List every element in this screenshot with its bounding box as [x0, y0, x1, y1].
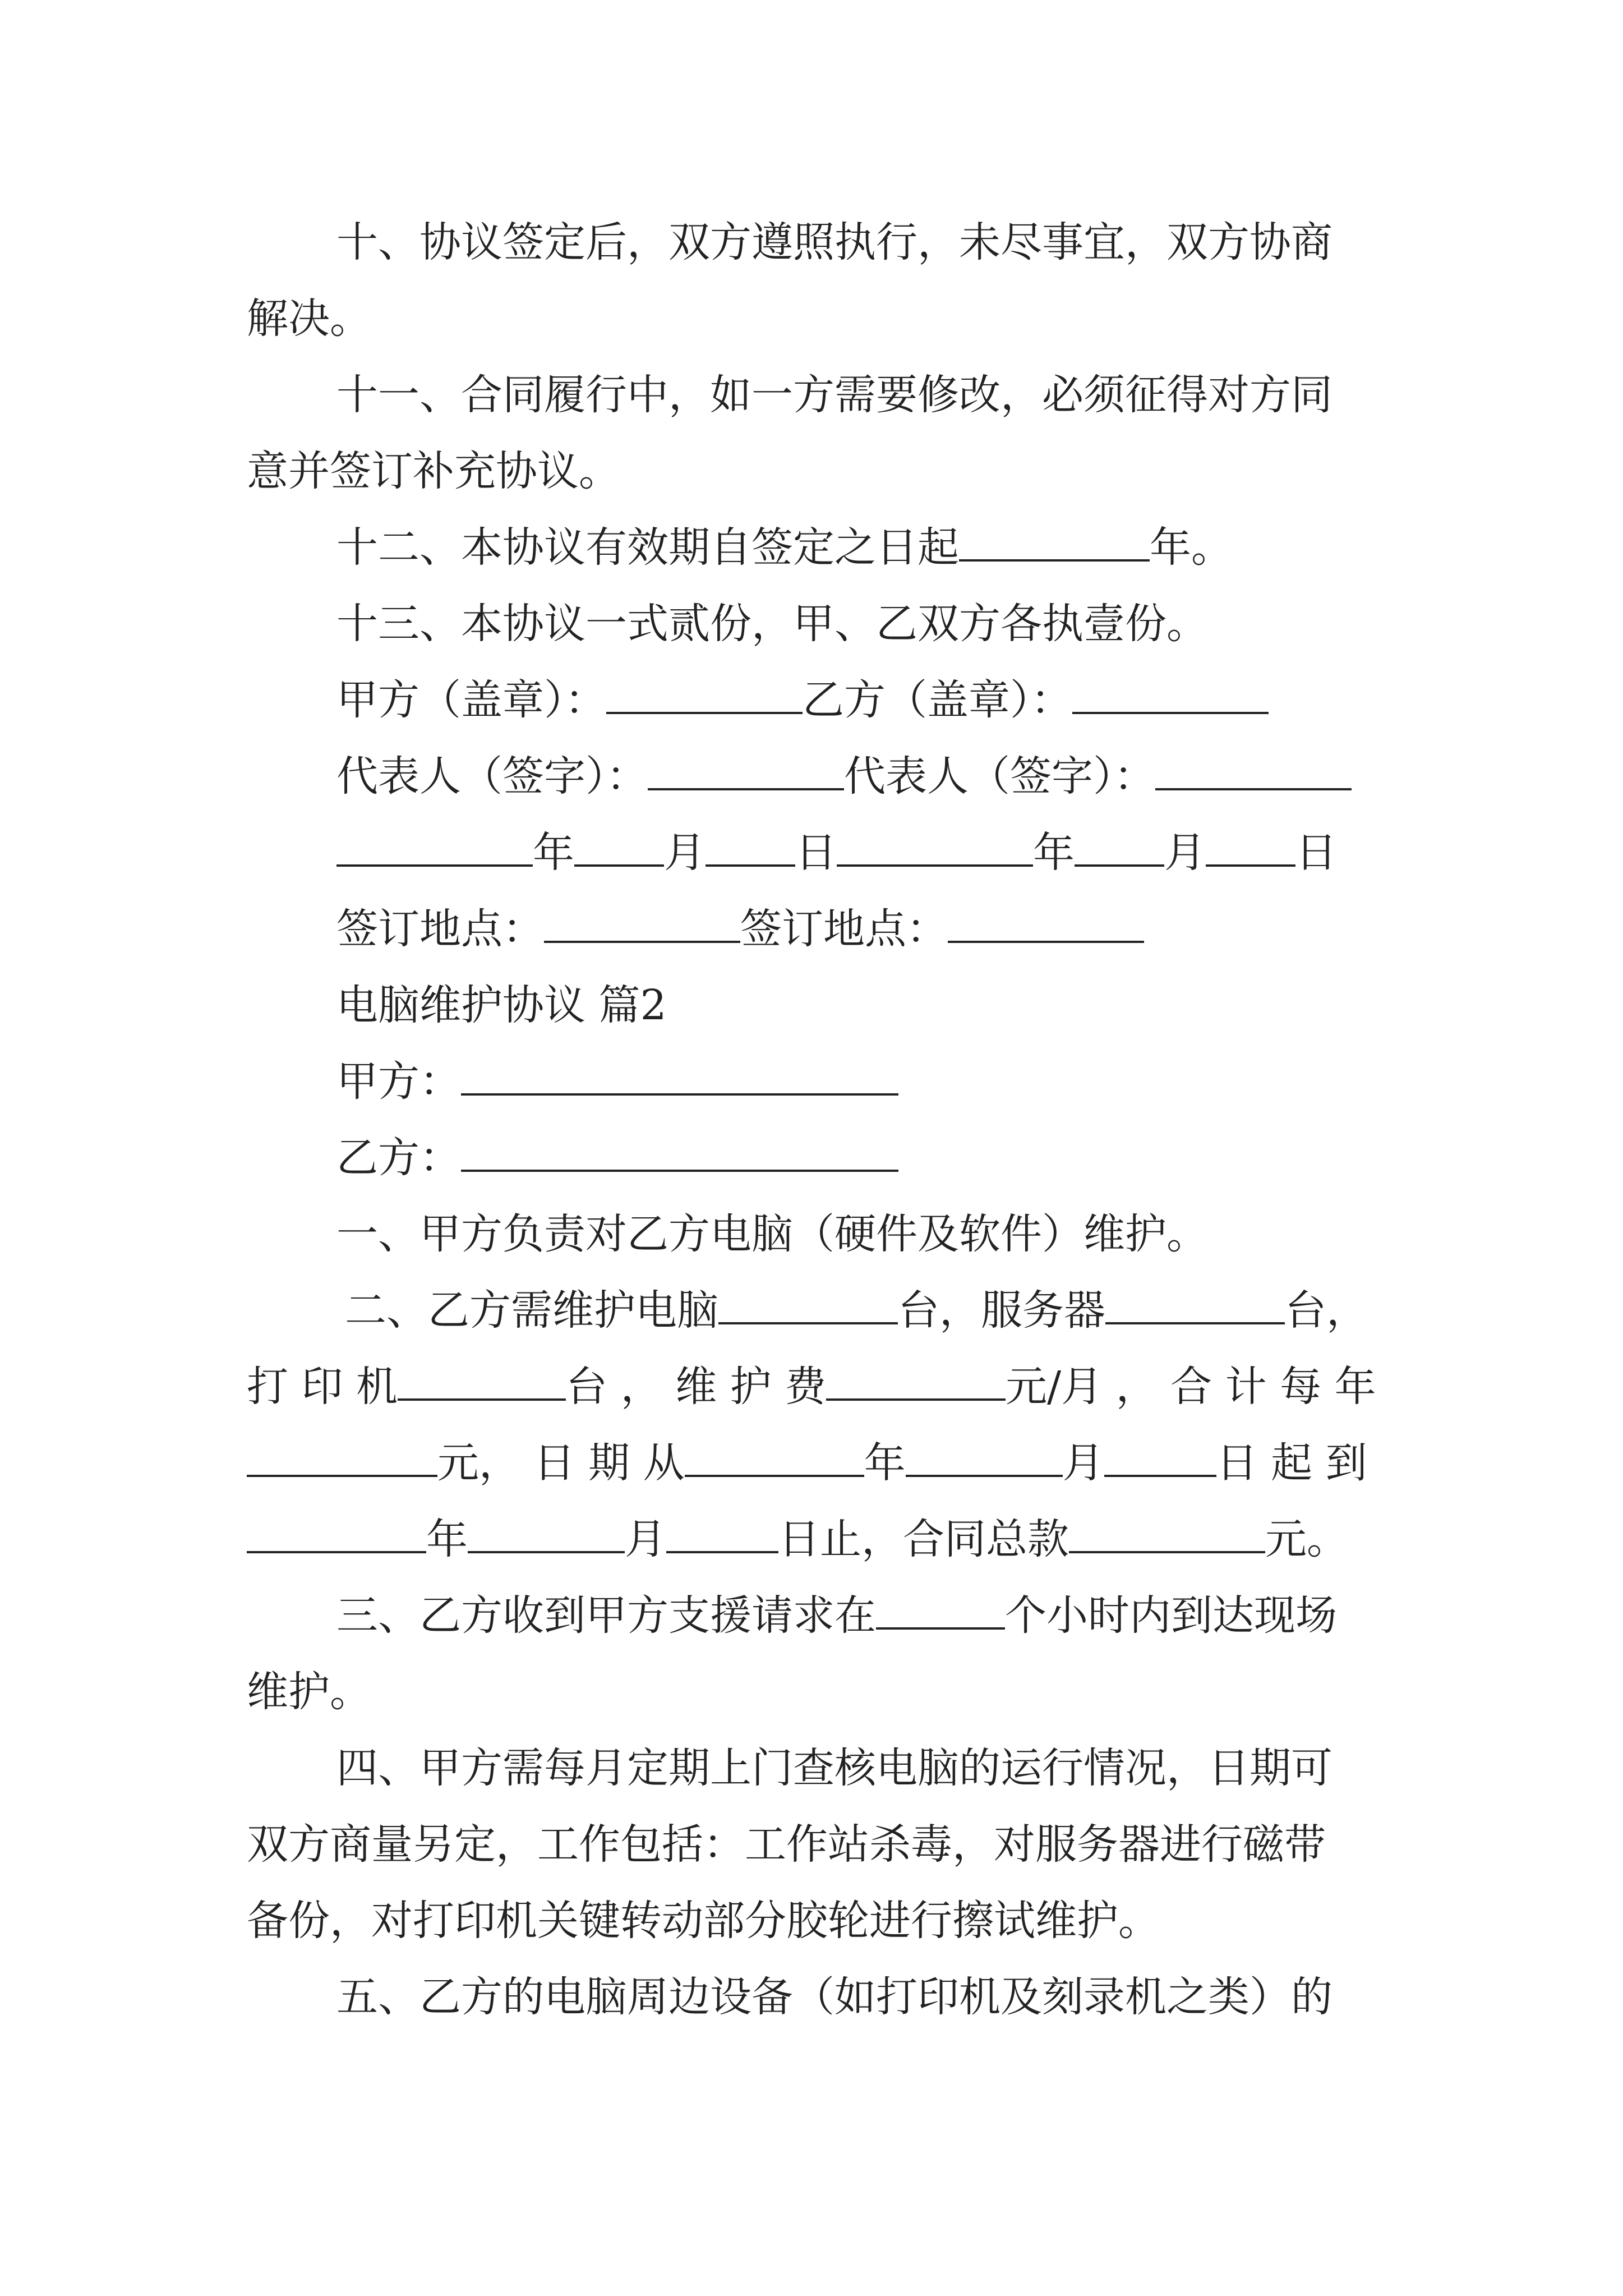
clause-two-line2: 打 印 机 台 ， 维 护 费 元/月 ， 合 计 每 年 — [247, 1359, 1376, 1415]
party-b-seal-blank[interactable] — [1072, 673, 1269, 714]
start-year-blank[interactable] — [685, 1435, 864, 1477]
paragraph-eleven-line2: 意并签订补充协议。 — [247, 447, 620, 495]
clause-one: 一、甲方负责对乙方电脑（硬件及软件）维护。 — [336, 1210, 1208, 1258]
end-day-blank[interactable] — [666, 1512, 778, 1553]
start-month-blank[interactable] — [906, 1435, 1063, 1477]
clause-five-line1: 五、乙方的电脑周边设备（如打印机及刻录机之类）的 — [336, 1973, 1332, 2021]
paragraph-eleven-line1: 十一、合同履行中，如一方需要修改，必须征得对方同 — [336, 371, 1332, 419]
monthly-fee-blank[interactable] — [826, 1359, 1006, 1401]
date-day-a-blank[interactable] — [706, 825, 795, 867]
clause-four-line3: 备份，对打印机关键转动部分胶轮进行擦试维护。 — [247, 1897, 1160, 1945]
date-month-b-blank[interactable] — [1075, 825, 1164, 867]
party-b-line: 乙方： — [336, 1130, 898, 1186]
computer-count-blank[interactable] — [718, 1283, 898, 1324]
printer-count-blank[interactable] — [398, 1359, 566, 1401]
clause-three-line2: 维护。 — [247, 1668, 371, 1716]
paragraph-ten-line1: 十、协议签定后，双方遵照执行，未尽事宜，双方协商 — [336, 218, 1332, 266]
date-line: 年 月 日 年 月 日 — [336, 825, 1337, 881]
party-a-rep-blank[interactable] — [648, 749, 844, 790]
validity-years-blank[interactable] — [959, 520, 1150, 562]
clause-four-line2: 双方商量另定，工作包括：工作站杀毒，对服务器进行磁带 — [247, 1820, 1326, 1869]
paragraph-ten-line2: 解决。 — [247, 295, 371, 343]
date-month-a-blank[interactable] — [574, 825, 664, 867]
party-a-name-blank[interactable] — [461, 1054, 898, 1096]
party-b-rep-blank[interactable] — [1155, 749, 1352, 790]
annual-total-blank[interactable] — [247, 1435, 437, 1477]
seal-line: 甲方（盖章）： 乙方（盖章）： — [336, 672, 1269, 728]
party-b-place-blank[interactable] — [948, 901, 1144, 943]
party-a-seal-blank[interactable] — [606, 673, 803, 714]
clause-two-line3: 元， 日 期 从 年 月 日 起 到 — [247, 1435, 1367, 1491]
date-year-b-blank[interactable] — [837, 825, 1033, 867]
paragraph-thirteen: 十三、本协议一式贰份，甲、乙双方各执壹份。 — [336, 600, 1208, 648]
end-month-blank[interactable] — [468, 1512, 625, 1553]
clause-three-line1: 三、乙方收到甲方支援请求在 个小时内到达现场 — [336, 1588, 1337, 1644]
section-title: 电脑维护协议 篇2 — [336, 981, 667, 1029]
date-day-b-blank[interactable] — [1206, 825, 1295, 867]
end-year-blank[interactable] — [247, 1512, 426, 1553]
party-a-line: 甲方： — [336, 1053, 898, 1110]
response-hours-blank[interactable] — [876, 1588, 1005, 1630]
party-b-name-blank[interactable] — [461, 1130, 898, 1172]
party-a-place-blank[interactable] — [544, 901, 740, 943]
clause-two-line4: 年 月 日止，合同总款 元。 — [247, 1511, 1348, 1567]
paragraph-twelve: 十二、本协议有效期自签定之日起 年。 — [336, 519, 1233, 576]
signing-place-line: 签订地点： 签订地点： — [336, 901, 1144, 957]
contract-total-blank[interactable] — [1069, 1512, 1265, 1553]
clause-four-line1: 四、甲方需每月定期上门查核电脑的运行情况，日期可 — [336, 1744, 1332, 1792]
date-year-a-blank[interactable] — [336, 825, 533, 867]
representative-line: 代表人（签字）： 代表人（签字）： — [336, 748, 1352, 804]
server-count-blank[interactable] — [1105, 1283, 1285, 1324]
clause-two-line1: 二、乙方需维护电脑 台，服务器 台， — [345, 1282, 1368, 1338]
start-day-blank[interactable] — [1104, 1435, 1216, 1477]
